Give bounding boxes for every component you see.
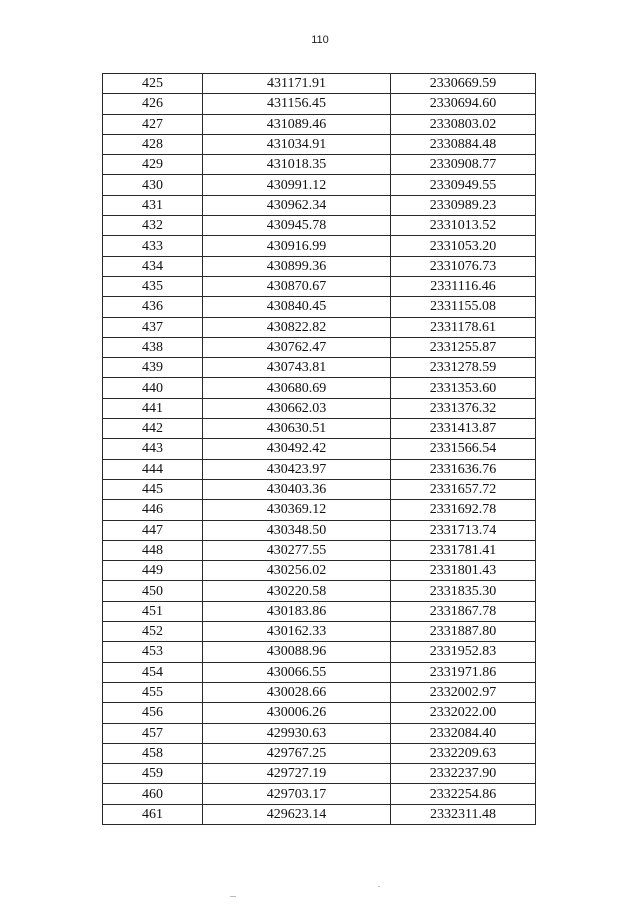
table-row (103, 74, 536, 94)
y-coordinate-cell: 2332237.90 (391, 764, 536, 784)
point-number-cell: 453 (103, 642, 203, 662)
point-number-cell: 430 (103, 175, 203, 195)
point-number-cell: 452 (103, 622, 203, 642)
table-row (103, 520, 536, 540)
x-coordinate-cell: 430066.55 (203, 662, 391, 682)
point-number-cell: 447 (103, 520, 203, 540)
point-number-cell: 432 (103, 216, 203, 236)
point-number-cell: 431 (103, 195, 203, 215)
point-number-cell: 426 (103, 94, 203, 114)
point-number-cell: 448 (103, 540, 203, 560)
x-coordinate-cell: 430348.50 (203, 520, 391, 540)
x-coordinate-cell: 430492.42 (203, 439, 391, 459)
point-number-cell: 444 (103, 459, 203, 479)
table-row (103, 723, 536, 743)
x-coordinate-cell: 430028.66 (203, 682, 391, 702)
y-coordinate-cell: 2331255.87 (391, 337, 536, 357)
point-number-cell: 429 (103, 155, 203, 175)
x-coordinate-cell: 430962.34 (203, 195, 391, 215)
x-coordinate-cell: 429623.14 (203, 804, 391, 824)
table-row (103, 276, 536, 296)
y-coordinate-cell: 2332084.40 (391, 723, 536, 743)
table-row (103, 378, 536, 398)
point-number-cell: 440 (103, 378, 203, 398)
y-coordinate-cell: 2331952.83 (391, 642, 536, 662)
table-row (103, 175, 536, 195)
table-row (103, 581, 536, 601)
table-row (103, 804, 536, 824)
y-coordinate-cell: 2330949.55 (391, 175, 536, 195)
point-number-cell: 457 (103, 723, 203, 743)
x-coordinate-cell: 430945.78 (203, 216, 391, 236)
table-row (103, 682, 536, 702)
x-coordinate-cell: 430991.12 (203, 175, 391, 195)
point-number-cell: 461 (103, 804, 203, 824)
x-coordinate-cell: 431089.46 (203, 114, 391, 134)
scan-speck (378, 886, 380, 887)
x-coordinate-cell: 431156.45 (203, 94, 391, 114)
point-number-cell: 433 (103, 236, 203, 256)
x-coordinate-cell: 430369.12 (203, 500, 391, 520)
x-coordinate-cell: 430183.86 (203, 601, 391, 621)
x-coordinate-cell: 431171.91 (203, 74, 391, 94)
y-coordinate-cell: 2332209.63 (391, 743, 536, 763)
y-coordinate-cell: 2331353.60 (391, 378, 536, 398)
x-coordinate-cell: 430403.36 (203, 479, 391, 499)
table-row (103, 155, 536, 175)
point-number-cell: 445 (103, 479, 203, 499)
table-row (103, 297, 536, 317)
x-coordinate-cell: 430762.47 (203, 337, 391, 357)
coordinates-table (102, 73, 536, 825)
table-row (103, 236, 536, 256)
x-coordinate-cell: 430630.51 (203, 419, 391, 439)
x-coordinate-cell: 430256.02 (203, 561, 391, 581)
point-number-cell: 436 (103, 297, 203, 317)
y-coordinate-cell: 2331657.72 (391, 479, 536, 499)
table-row (103, 764, 536, 784)
point-number-cell: 428 (103, 134, 203, 154)
y-coordinate-cell: 2331713.74 (391, 520, 536, 540)
table-row (103, 419, 536, 439)
y-coordinate-cell: 2331835.30 (391, 581, 536, 601)
x-coordinate-cell: 430662.03 (203, 398, 391, 418)
point-number-cell: 446 (103, 500, 203, 520)
table-row (103, 94, 536, 114)
scan-speck (230, 896, 236, 897)
x-coordinate-cell: 430899.36 (203, 256, 391, 276)
point-number-cell: 456 (103, 703, 203, 723)
table-row (103, 256, 536, 276)
table-row (103, 358, 536, 378)
y-coordinate-cell: 2331013.52 (391, 216, 536, 236)
point-number-cell: 427 (103, 114, 203, 134)
table-row (103, 601, 536, 621)
table-row (103, 703, 536, 723)
y-coordinate-cell: 2331076.73 (391, 256, 536, 276)
y-coordinate-cell: 2332254.86 (391, 784, 536, 804)
x-coordinate-cell: 430006.26 (203, 703, 391, 723)
y-coordinate-cell: 2331781.41 (391, 540, 536, 560)
page-number: 110 (311, 34, 329, 46)
point-number-cell: 449 (103, 561, 203, 581)
point-number-cell: 425 (103, 74, 203, 94)
x-coordinate-cell: 430162.33 (203, 622, 391, 642)
y-coordinate-cell: 2331053.20 (391, 236, 536, 256)
point-number-cell: 441 (103, 398, 203, 418)
coordinates-table-body (103, 74, 536, 825)
table-row (103, 195, 536, 215)
y-coordinate-cell: 2331801.43 (391, 561, 536, 581)
point-number-cell: 450 (103, 581, 203, 601)
y-coordinate-cell: 2330989.23 (391, 195, 536, 215)
x-coordinate-cell: 430277.55 (203, 540, 391, 560)
x-coordinate-cell: 429767.25 (203, 743, 391, 763)
y-coordinate-cell: 2330803.02 (391, 114, 536, 134)
point-number-cell: 459 (103, 764, 203, 784)
point-number-cell: 454 (103, 662, 203, 682)
point-number-cell: 437 (103, 317, 203, 337)
x-coordinate-cell: 430916.99 (203, 236, 391, 256)
table-row (103, 540, 536, 560)
x-coordinate-cell: 430220.58 (203, 581, 391, 601)
table-row (103, 216, 536, 236)
point-number-cell: 438 (103, 337, 203, 357)
table-row (103, 398, 536, 418)
x-coordinate-cell: 430423.97 (203, 459, 391, 479)
table-row (103, 622, 536, 642)
point-number-cell: 442 (103, 419, 203, 439)
table-row (103, 662, 536, 682)
table-row (103, 479, 536, 499)
table-row (103, 439, 536, 459)
y-coordinate-cell: 2330884.48 (391, 134, 536, 154)
x-coordinate-cell: 430822.82 (203, 317, 391, 337)
table-row (103, 743, 536, 763)
table-row (103, 459, 536, 479)
x-coordinate-cell: 430088.96 (203, 642, 391, 662)
x-coordinate-cell: 429727.19 (203, 764, 391, 784)
y-coordinate-cell: 2331413.87 (391, 419, 536, 439)
point-number-cell: 458 (103, 743, 203, 763)
point-number-cell: 451 (103, 601, 203, 621)
x-coordinate-cell: 429930.63 (203, 723, 391, 743)
y-coordinate-cell: 2332311.48 (391, 804, 536, 824)
table-row (103, 561, 536, 581)
y-coordinate-cell: 2331116.46 (391, 276, 536, 296)
x-coordinate-cell: 430680.69 (203, 378, 391, 398)
x-coordinate-cell: 430870.67 (203, 276, 391, 296)
x-coordinate-cell: 430840.45 (203, 297, 391, 317)
y-coordinate-cell: 2331636.76 (391, 459, 536, 479)
y-coordinate-cell: 2331155.08 (391, 297, 536, 317)
x-coordinate-cell: 430743.81 (203, 358, 391, 378)
x-coordinate-cell: 431034.91 (203, 134, 391, 154)
y-coordinate-cell: 2330669.59 (391, 74, 536, 94)
point-number-cell: 455 (103, 682, 203, 702)
table-row (103, 114, 536, 134)
x-coordinate-cell: 429703.17 (203, 784, 391, 804)
y-coordinate-cell: 2330694.60 (391, 94, 536, 114)
y-coordinate-cell: 2330908.77 (391, 155, 536, 175)
table-row (103, 317, 536, 337)
y-coordinate-cell: 2331278.59 (391, 358, 536, 378)
point-number-cell: 439 (103, 358, 203, 378)
table-row (103, 784, 536, 804)
y-coordinate-cell: 2331566.54 (391, 439, 536, 459)
table-row (103, 134, 536, 154)
point-number-cell: 460 (103, 784, 203, 804)
table-row (103, 642, 536, 662)
x-coordinate-cell: 431018.35 (203, 155, 391, 175)
y-coordinate-cell: 2332022.00 (391, 703, 536, 723)
point-number-cell: 443 (103, 439, 203, 459)
table-row (103, 500, 536, 520)
y-coordinate-cell: 2331178.61 (391, 317, 536, 337)
y-coordinate-cell: 2331887.80 (391, 622, 536, 642)
table-row (103, 337, 536, 357)
y-coordinate-cell: 2332002.97 (391, 682, 536, 702)
point-number-cell: 435 (103, 276, 203, 296)
y-coordinate-cell: 2331971.86 (391, 662, 536, 682)
y-coordinate-cell: 2331867.78 (391, 601, 536, 621)
y-coordinate-cell: 2331692.78 (391, 500, 536, 520)
y-coordinate-cell: 2331376.32 (391, 398, 536, 418)
point-number-cell: 434 (103, 256, 203, 276)
